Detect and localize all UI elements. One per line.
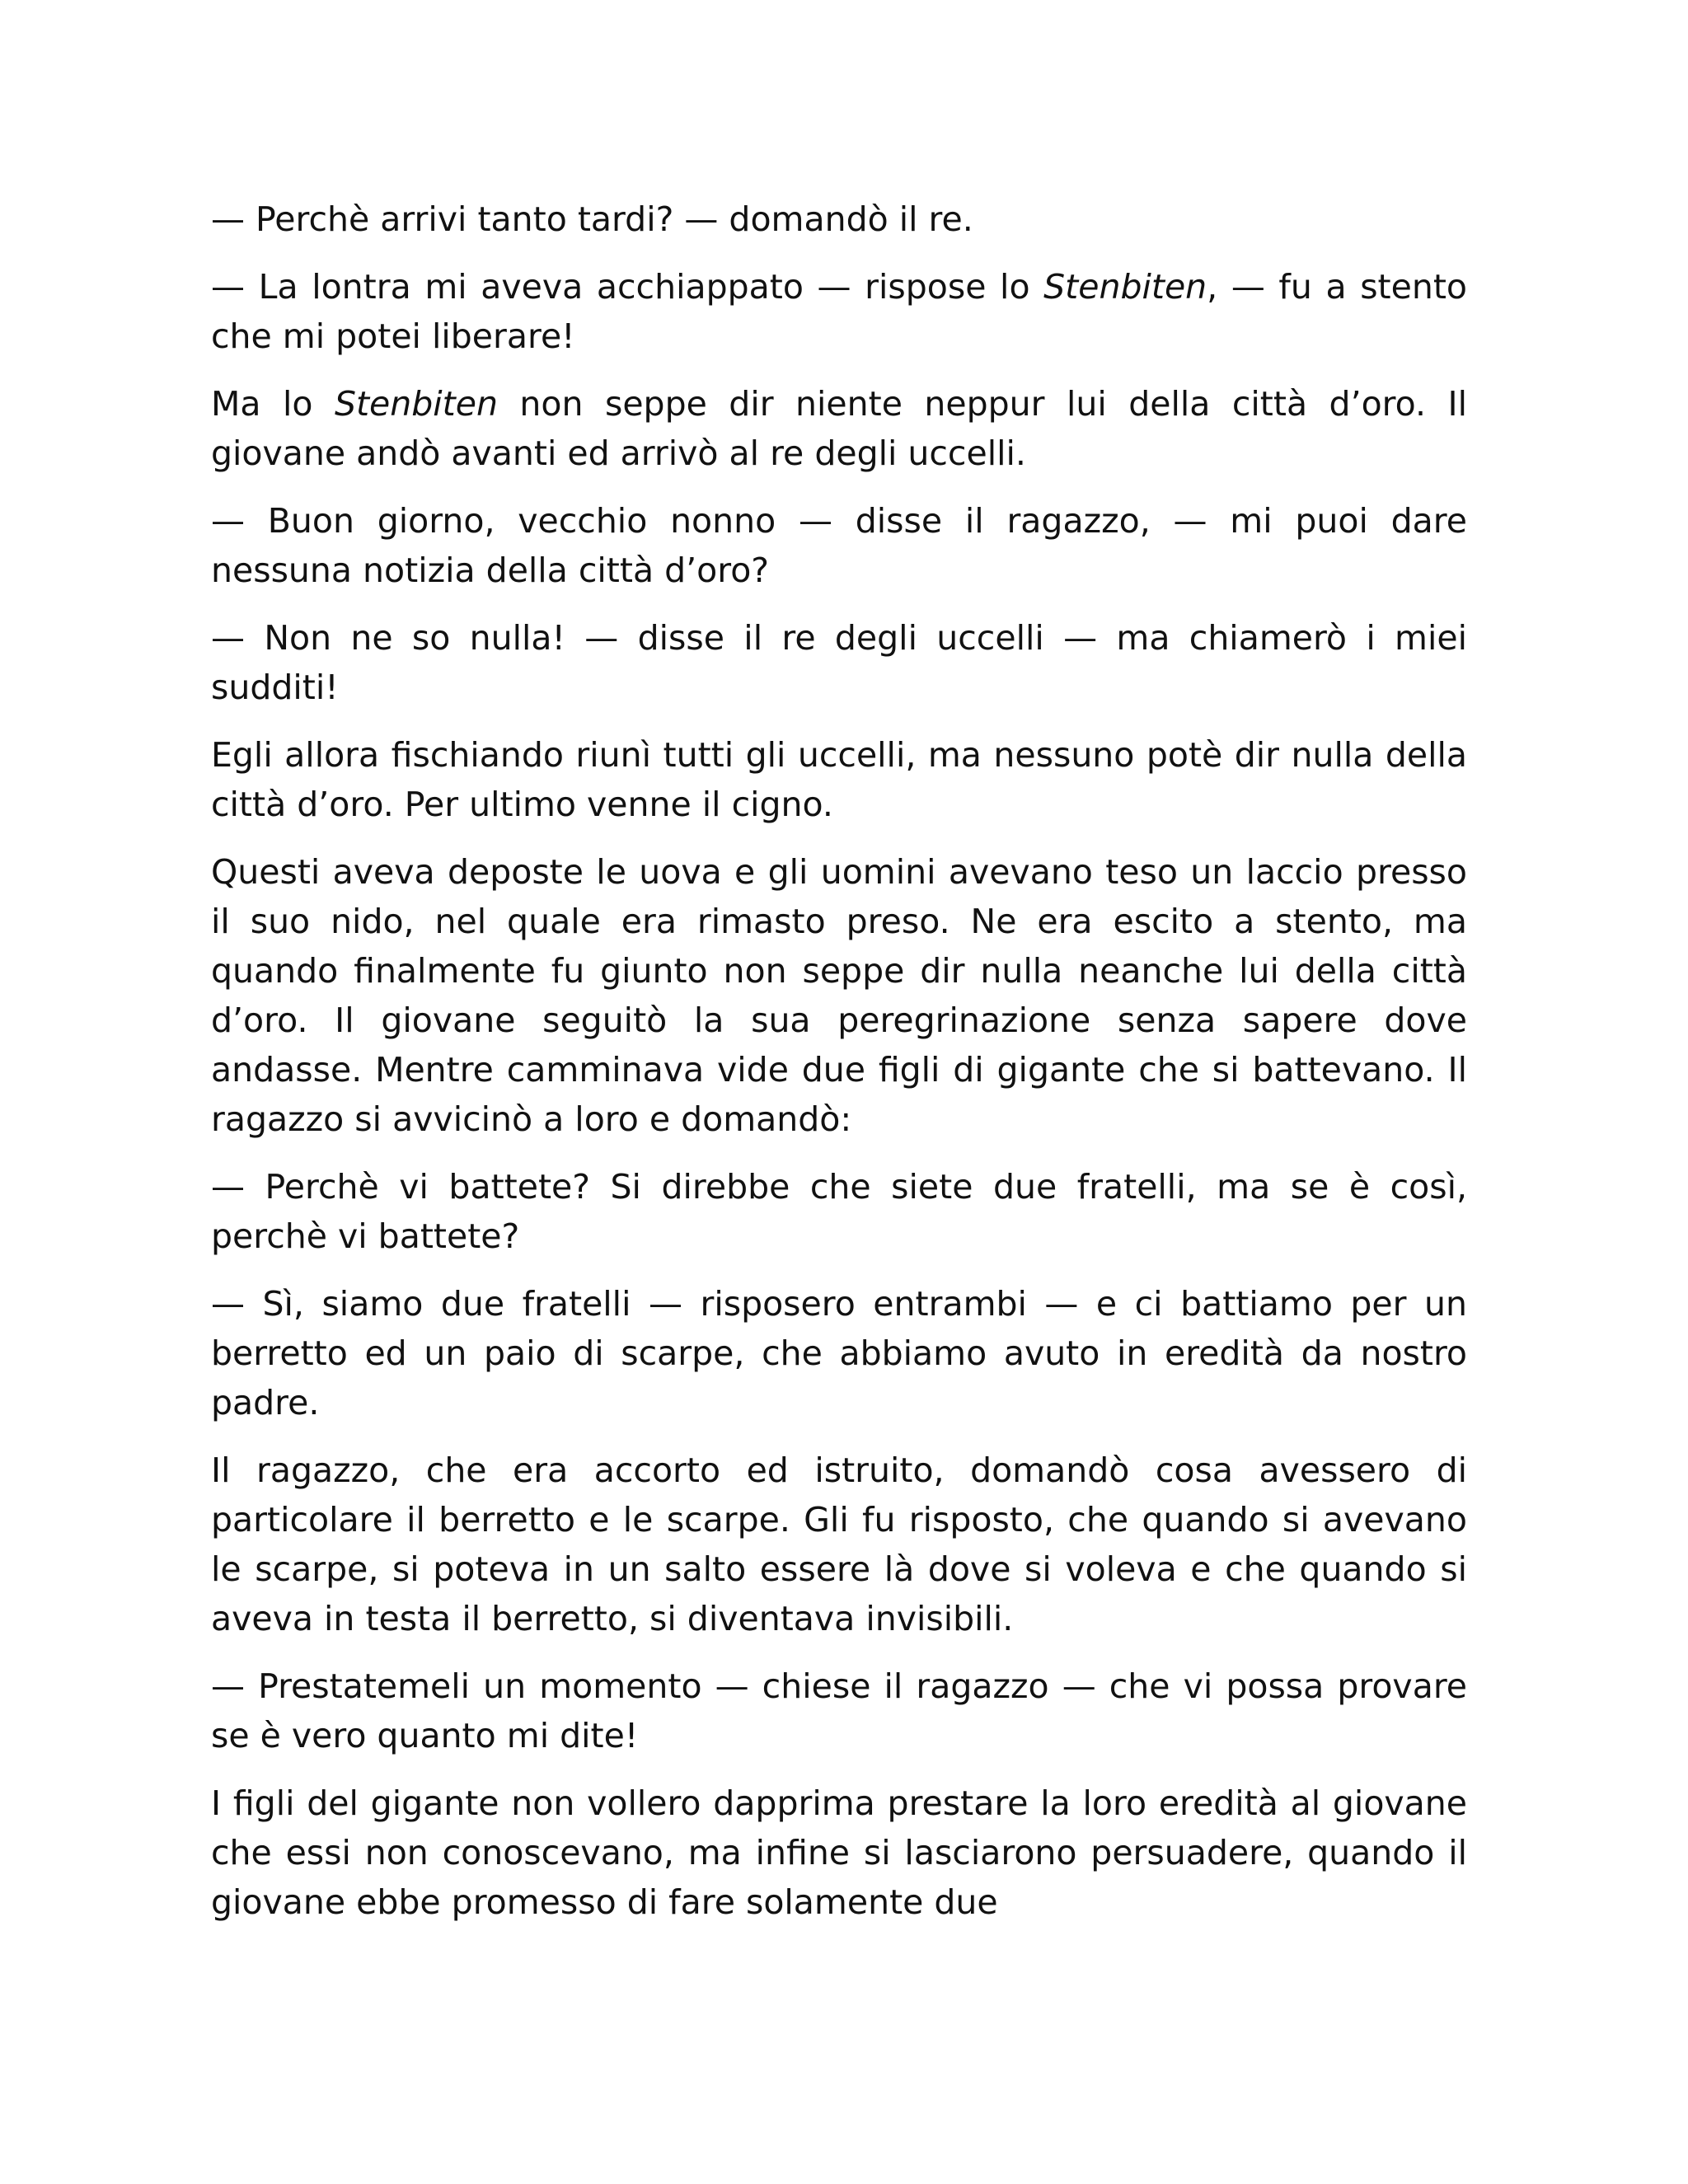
text-segment: , — fu a stento che mi potei liberare! (211, 267, 1468, 356)
paragraph (211, 1661, 1467, 1760)
paragraph (211, 730, 1467, 829)
paragraph (211, 194, 1467, 244)
text-segment: Ma lo (211, 384, 335, 424)
text-segment: Il ragazzo, che era accorto ed istruito, domandò cosa avessero di particolare il berretto e le scarpe. Gli fu risposto, che quando si avevano le scarpe, si poteva in un salto essere là dove si voleva e che quando si aveva in testa il berretto, si diventava invisibili. (211, 1451, 1467, 1638)
text-segment: — Perchè arrivi tanto tardi? — domandò il re. (211, 199, 973, 239)
italic-text-segment: Stenbiten (1043, 267, 1207, 307)
text-segment: non seppe dir niente neppur lui della città d’oro. Il giovane andò avanti ed arrivò al re degli uccelli. (211, 384, 1467, 473)
text-segment: I figli del gigante non vollero dapprima prestare la loro eredità al giovane che essi non conoscevano, ma infine si lasciarono persuadere, quando il giovane ebbe promesso di fare solamente due (211, 1783, 1467, 1922)
italic-text-segment: Stenbiten (334, 384, 498, 424)
paragraph (211, 262, 1467, 361)
paragraph (211, 1446, 1467, 1643)
paragraph (211, 379, 1467, 478)
text-segment: — Non ne so nulla! — disse il re degli uccelli — ma chiamerò i miei sudditi! (211, 618, 1467, 707)
paragraph (211, 847, 1467, 1144)
text-segment: Questi aveva deposte le uova e gli uomini avevano teso un laccio presso il suo nido, nel quale era rimasto preso. Ne era escito a stento, ma quando finalmente fu giunto non seppe dir nulla neanche lui della città d’oro. Il giovane seguitò la sua peregrinazione senza sapere dove andasse. Mentre camminava vide due figli di gigante che si battevano. Il ragazzo si avvicinò a loro e domandò: (211, 852, 1467, 1139)
body-text (211, 194, 1467, 1945)
paragraph (211, 1162, 1467, 1261)
paragraph (211, 1779, 1467, 1927)
paragraph (211, 1279, 1467, 1427)
paragraph (211, 496, 1467, 595)
text-segment: — Buon giorno, vecchio nonno — disse il ragazzo, — mi puoi dare nessuna notizia della città d’oro? (211, 501, 1467, 590)
text-segment: Egli allora fischiando riunì tutti gli uccelli, ma nessuno potè dir nulla della città d’oro. Per ultimo venne il cigno. (211, 735, 1467, 824)
paragraph (211, 613, 1467, 712)
text-segment: — Prestatemeli un momento — chiese il ragazzo — che vi possa provare se è vero quanto mi dite! (211, 1666, 1467, 1755)
text-segment: — Sì, siamo due fratelli — risposero entrambi — e ci battiamo per un berretto ed un paio di scarpe, che abbiamo avuto in eredità da nostro padre. (211, 1284, 1467, 1422)
text-segment: — La lontra mi aveva acchiappato — rispose lo (211, 267, 1044, 307)
text-segment: — Perchè vi battete? Si direbbe che siete due fratelli, ma se è così, perchè vi battete? (211, 1167, 1467, 1256)
